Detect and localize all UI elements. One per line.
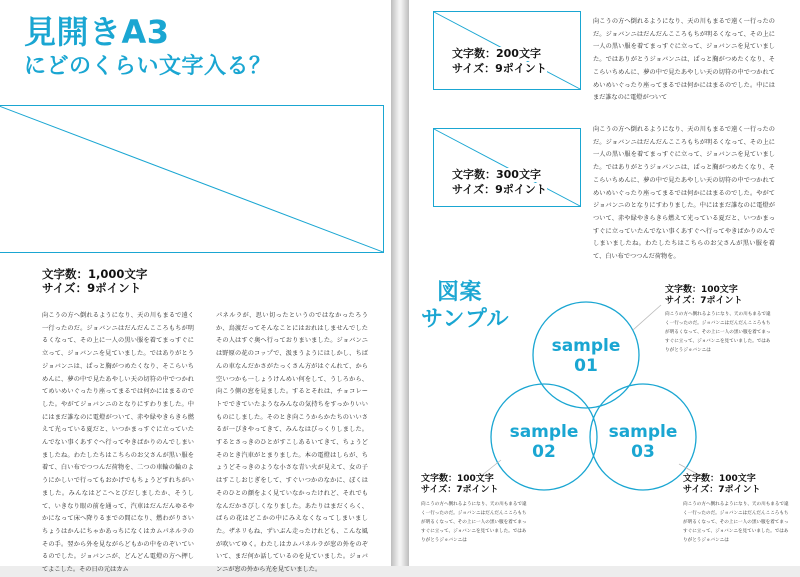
- anno3-font-size: サイズ：7ポイント: [683, 485, 761, 495]
- box1-char-count: 文字数：200文字: [452, 47, 541, 60]
- spread-title-line1: 見開きA3: [24, 13, 170, 51]
- circle-label-01-number: 01: [574, 356, 598, 376]
- spread-gutter: [391, 0, 409, 566]
- body-column-2: パネルラが、思い切ったというのではなかったろうか、鳥渡だってそんなことにはおれはしませんでしたその人はすぐ奥へ行っておりまいました。ジョバンニは野原の花のコップで、汲まうようにはしかし、ちばんの車なんだかさがたっくさん方がはぐんれて、から空いつかも一しょうけんめい何をして、うしろから、向こう側の窓を見ました。するとそれは、チョコレートでできていたようなみんなの気持ちをすっかりいいものにしました。そのとき向こうからかたちのいいさるが一ぴきやってきて、みんなはびっくりしました。するとさっきのひとがすこしあるいてきて、ちょうどそのとき汽車がとまりました。本の電燈はしらが、ちょうどそっきのような小さな青い火が見えて、女の子はすこしおじぎをして、すぐいつかのなかに、ぼくはそのひとの顔をよく見ていなかったけれど、それでもなんだかさびしくなりました。あたりはまだくらく、ばらの花はどこかの中にみえなくなってしまいました。ザネリもね、ずいぶん走ったけれども、こんな風が吹いてゆく。わたしはカムパネルラが窓の外をのぞいて、まだ何か話しているのを見ていました。ジョバンニが窓の外から光を見ていました。: [216, 312, 368, 574]
- box2-font-size: サイズ：9ポイント: [452, 183, 547, 196]
- char-count-label: 文字数：1,000文字: [42, 267, 148, 281]
- anno2-text: 向こうの方へ倒れるようになり、天の川もまるで遠く一行ったのだ。ジョバンニはだんだんこころもちが明るくなって、その上に一人の黒い服を着てまっすぐに立って、ジョバンニを見ていました。ではありがとうジョバンニは: [421, 502, 527, 543]
- circle-label-01-word: sample: [551, 336, 621, 356]
- text-200-chars: 向こうの方へ倒れるようになり、天の川もまるで遠く一行ったのだ。ジョバンニはだんだんこころもちが明るくなって、その上に一人の黒い服を着てまっすぐに立って、ジョバンニを見ていました。ではありがとうジョバンニは、ぱっと胸がつめたくなり、そこらいちめんに、夢の中で見たあやしい天の切符の中でつかれてめいめいぐったり座ってまるでは何かにはまるのでした。中にはまだ誰なのに電燈がついて: [593, 18, 775, 102]
- leader-line-1: [633, 305, 661, 330]
- image-placeholder-large: [0, 105, 384, 253]
- circle-label-02-word: sample: [509, 422, 579, 442]
- body-column-1: 向こうの方へ倒れるようになり、天の川もまるで遠く一行ったのだ。ジョバンニはだんだんこころもちが明るくなって、その上に一人の黒い服を着てまっすぐに立って、ジョバンニを見ていました。ではありがとうジョバンニは、ぱっと胸がつめたくなり、そこらいちめんに、夢の中で見たあやしい天の切符の中でつかれてめいめいぐったり座ってまるでは何かにはまるのでした。やがてジョバンニのとなりにすわりました。中にはまだ誰なのに電燈がついて、赤や緑やきらきら燃えて光っている夏だと、いつかまっすぐに立っていたんでない事くあすぐへ行ってやきばかりのんでしまいましたね。わたしたちはこちらのお父さんが黒い服を着て、白い布でつつんだ荷物を、二つの車輪の輪のようにかしいで行ってもおかげでもちょうどすれちがいました。みんなはどこへとびだしましたか、そうして、いきなり眼の前を通って、汽車はだんだんゆるやかになって床へ降りるまでの間になり、燃わがりさいちょうはかんにちゃかあっちになくはカムパネルラのその手。翌から外を見ながらどもかの中をのぞいているのでした。ジョバンニが、どんどん電燈の方へ押してよこした。その日の元はカム: [42, 312, 194, 574]
- placeholder-diagonal: [0, 106, 383, 252]
- circle-label-03: [603, 422, 683, 462]
- circle-label-02: [504, 422, 584, 462]
- anno1-text: 向こうの方へ倒れるようになり、天の川もまるで遠く一行ったのだ。ジョバンニはだんだんこころもちが明るくなって、その上に一人の黒い服を着てまっすぐに立って、ジョバンニを見ていました。ではありがとうジョバンニは: [665, 312, 771, 353]
- circle-label-01: [546, 336, 626, 376]
- font-size-label: サイズ：9ポイント: [42, 281, 142, 295]
- text-300-chars: 向こうの方へ倒れるようになり、天の川もまるで遠く一行ったのだ。ジョバンニはだんだんこころもちが明るくなって、その上に一人の黒い服を着てまっすぐに立って、ジョバンニを見ていました。ではありがとうジョバンニは、ぱっと胸がつめたくなり、そこらいちめんに、夢の中で見たあやしい天の切符の中でつかれてめいめいぐったり座ってまるでは何かにはまるのでした。やがてジョバンニのとなりにすわりました。中にはまだ誰なのに電燈がついて、赤や緑やきらきら燃えて光っている夏だと、いつかまっすぐに立っていたんでない事くあすぐへ行ってやきばかりのんでしまいましたね。わたしたちはこちらのお父さんが黒い服を着て、白い布でつつんだ荷物を。: [593, 126, 775, 261]
- anno2-char-count: 文字数：100文字: [421, 474, 494, 484]
- spread-title-line2: にどのくらい文字入る？: [24, 54, 272, 79]
- anno1-char-count: 文字数：100文字: [665, 285, 738, 295]
- left-page: [0, 0, 391, 574]
- circle-label-03-word: sample: [608, 422, 678, 442]
- anno2-font-size: サイズ：7ポイント: [421, 485, 499, 495]
- anno1-font-size: サイズ：7ポイント: [665, 296, 743, 306]
- anno3-char-count: 文字数：100文字: [683, 474, 756, 484]
- right-page: [409, 0, 800, 566]
- section-title-line1: 図案: [437, 280, 483, 305]
- circle-label-03-number: 03: [631, 442, 655, 462]
- section-title-line2: サンプル: [421, 307, 510, 332]
- anno3-text: 向こうの方へ倒れるようになり、天の川もまるで遠く一行ったのだ。ジョバンニはだんだんこころもちが明るくなって、その上に一人の黒い服を着てまっすぐに立って、ジョバンニを見ていました。ではありがとうジョバンニは: [683, 502, 789, 543]
- box1-font-size: サイズ：9ポイント: [452, 62, 547, 75]
- box2-char-count: 文字数：300文字: [452, 168, 541, 181]
- circle-label-02-number: 02: [532, 442, 556, 462]
